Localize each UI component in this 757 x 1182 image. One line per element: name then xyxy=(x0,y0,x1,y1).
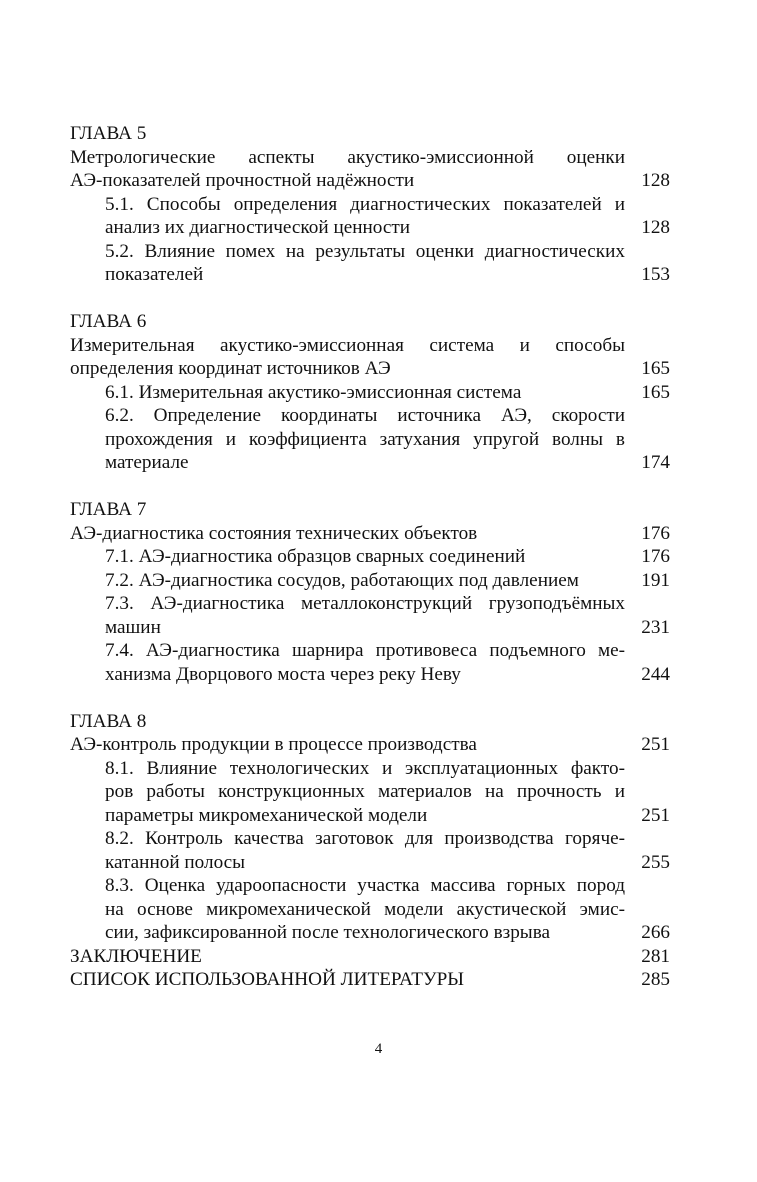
toc-line: катанной полосы xyxy=(105,851,246,873)
section-8-2-entry xyxy=(70,827,670,874)
toc-entry-text xyxy=(105,757,625,828)
toc-page-number: 231 xyxy=(641,616,670,638)
toc-line: 6.2. Определение координаты источника АЭ, скорости xyxy=(105,405,625,426)
toc-line: ЗАКЛЮЧЕНИЕ xyxy=(70,945,202,967)
section-5-2-entry xyxy=(70,240,670,287)
spacer xyxy=(70,475,670,499)
chapter-8-heading: ГЛАВА 8 xyxy=(70,710,147,732)
chapter-8-title-entry xyxy=(70,733,670,757)
toc-line: ханизма Дворцового моста через реку Неву xyxy=(105,663,461,685)
toc-entry-text xyxy=(70,522,625,546)
toc-page-number: 281 xyxy=(641,945,670,967)
references-entry xyxy=(70,968,670,992)
toc-line: анализ их диагностической ценности xyxy=(105,217,411,238)
section-7-3-entry xyxy=(70,592,670,639)
toc-line: материале xyxy=(105,452,189,473)
section-7-1-entry xyxy=(70,545,670,569)
toc-entry-text xyxy=(105,381,625,405)
toc-entry-text xyxy=(105,569,625,593)
toc-page-number: 128 xyxy=(641,217,670,238)
section-5-1-entry xyxy=(70,193,670,240)
toc-page-number: 174 xyxy=(641,452,670,473)
toc-page-number: 128 xyxy=(641,170,670,191)
toc-page-number: 251 xyxy=(641,734,670,755)
section-6-1-entry xyxy=(70,381,670,405)
toc-entry-text xyxy=(105,240,625,287)
toc-line: на основе микромеханической модели акустической эмис- xyxy=(105,898,625,920)
chapter-5-title-entry xyxy=(70,146,670,193)
toc-line: показателей xyxy=(105,264,204,285)
section-8-3-entry xyxy=(70,874,670,945)
toc-page-number: 165 xyxy=(641,381,670,403)
toc-page-number: 176 xyxy=(641,522,670,544)
toc-entry-text xyxy=(105,874,625,945)
toc-entry-text xyxy=(105,639,625,686)
toc-line: АЭ-контроль продукции в процессе производства xyxy=(70,734,477,755)
toc-entry-text xyxy=(70,334,625,381)
toc-line: АЭ-диагностика состояния технических объектов xyxy=(70,522,478,544)
toc-page-number: 153 xyxy=(641,264,670,285)
toc-line: параметры микромеханической модели xyxy=(105,804,428,826)
toc-page-number: 251 xyxy=(641,804,670,826)
toc-line: 7.3. АЭ-диагностика металлоконструкций грузоподъёмных xyxy=(105,593,625,614)
chapter-7-title-entry xyxy=(70,522,670,546)
toc-entry-text xyxy=(105,827,625,874)
toc-entry-text xyxy=(105,592,625,639)
toc-line: машин xyxy=(105,616,161,638)
toc-line: 5.1. Способы определения диагностических показателей и xyxy=(105,193,625,215)
chapter-5-heading: ГЛАВА 5 xyxy=(70,123,147,144)
toc-line: 6.1. Измерительная акустико-эмиссионная система xyxy=(105,381,522,403)
toc-line: определения координат источников АЭ xyxy=(70,358,391,379)
toc-page-number: 176 xyxy=(641,546,670,567)
toc-line: АЭ-показателей прочностной надёжности xyxy=(70,170,415,191)
toc-entry-text xyxy=(70,733,625,757)
toc-line: прохождения и коэффициента затухания упругой волны в xyxy=(105,428,625,450)
chapter-7-heading: ГЛАВА 7 xyxy=(70,499,147,520)
toc-entry-text xyxy=(70,146,625,193)
toc-entry-text xyxy=(70,945,625,969)
toc-page-number: 255 xyxy=(641,851,670,873)
toc-line: Метрологические аспекты акустико-эмиссионной оценки xyxy=(70,146,625,168)
toc-line: 7.1. АЭ-диагностика образцов сварных соединений xyxy=(105,546,526,567)
toc-page-number: 165 xyxy=(641,358,670,379)
section-7-4-entry xyxy=(70,639,670,686)
toc-page-number: 244 xyxy=(641,663,670,685)
table-of-contents xyxy=(70,122,670,992)
toc-line: ров работы конструкционных материалов на прочность и xyxy=(105,781,625,802)
toc-line: 7.2. АЭ-диагностика сосудов, работающих под давлением xyxy=(105,569,579,591)
section-8-1-entry xyxy=(70,757,670,828)
section-6-2-entry xyxy=(70,404,670,475)
spacer xyxy=(70,287,670,311)
toc-page-number: 266 xyxy=(641,922,670,943)
chapter-6-heading: ГЛАВА 6 xyxy=(70,311,147,332)
toc-line: 5.2. Влияние помех на результаты оценки диагностических xyxy=(105,240,625,262)
toc-line: СПИСОК ИСПОЛЬЗОВАННОЙ ЛИТЕРАТУРЫ xyxy=(70,969,465,990)
toc-line: 8.2. Контроль качества заготовок для производства горяче- xyxy=(105,828,625,849)
toc-line: 8.1. Влияние технологических и эксплуатационных факто- xyxy=(105,757,625,779)
toc-page-number: 191 xyxy=(641,569,670,591)
toc-entry-text xyxy=(70,968,625,992)
toc-line: 7.4. АЭ-диагностика шарнира противовеса подъемного ме- xyxy=(105,640,625,661)
toc-entry-text xyxy=(105,404,625,475)
page-number-footer: 4 xyxy=(374,1041,383,1057)
toc-page-number: 285 xyxy=(641,969,670,990)
conclusion-entry xyxy=(70,945,670,969)
toc-line: сии, зафиксированной после технологического взрыва xyxy=(105,922,551,943)
toc-entry-text xyxy=(105,193,625,240)
section-7-2-entry xyxy=(70,569,670,593)
spacer xyxy=(70,686,670,710)
chapter-6-title-entry xyxy=(70,334,670,381)
toc-entry-text xyxy=(105,545,625,569)
toc-line: Измерительная акустико-эмиссионная система и способы xyxy=(70,334,625,356)
toc-line: 8.3. Оценка удароопасности участка массива горных пород xyxy=(105,875,625,896)
